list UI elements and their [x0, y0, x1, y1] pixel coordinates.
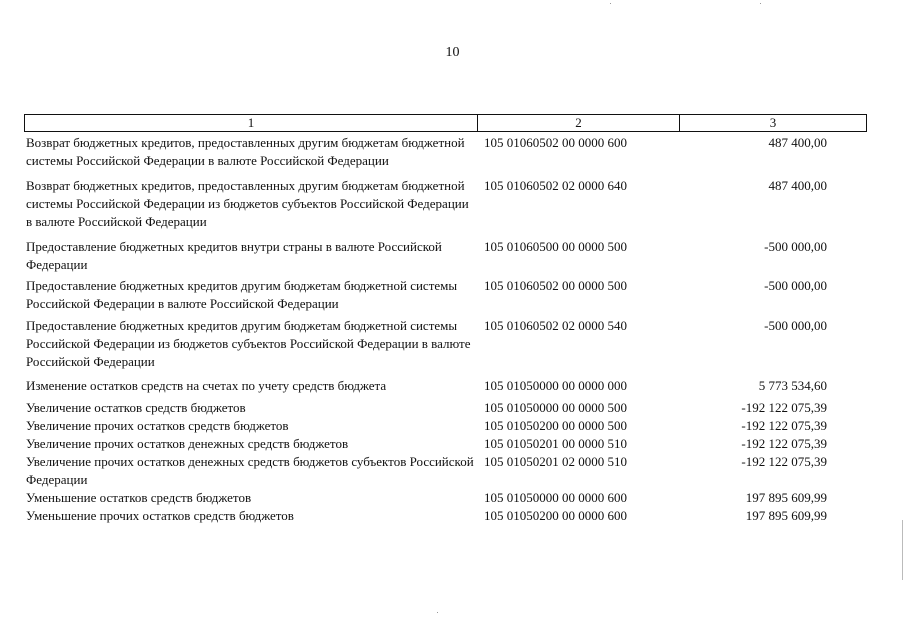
row-name: Возврат бюджетных кредитов, предоставленных другим бюджетам бюджетной системы Российской Федерации в валюте Российской Федерации [26, 135, 465, 168]
row-amount: -500 000,00 [764, 239, 827, 254]
row-code: 105 01050200 00 0000 600 [484, 508, 627, 523]
row-name: Предоставление бюджетных кредитов внутри страны в валюте Российской Федерации [26, 239, 442, 272]
row-code: 105 01050200 00 0000 500 [484, 418, 627, 433]
row-name: Изменение остатков средств на счетах по учету средств бюджета [26, 378, 387, 393]
scan-speck [610, 3, 611, 4]
row-amount: 197 895 609,99 [745, 490, 827, 505]
row-code: 105 01060502 02 0000 640 [484, 178, 627, 193]
row-name: Увеличение прочих остатков денежных средств бюджетов субъектов Российской Федерации [26, 454, 474, 487]
table-row [24, 435, 867, 453]
table-row [24, 238, 867, 274]
table-row [24, 453, 867, 489]
row-code: 105 01060502 00 0000 600 [484, 135, 627, 150]
scan-edge-line [902, 520, 903, 580]
table-row [24, 417, 867, 435]
row-name: Предоставление бюджетных кредитов другим бюджетам бюджетной системы Российской Федерации из бюджетов субъектов Российской Федерации в валюте Российской Федерации [26, 318, 471, 369]
table-row [24, 377, 867, 395]
row-name: Увеличение прочих остатков средств бюджетов [26, 418, 289, 433]
table-row [24, 134, 867, 170]
row-amount: 487 400,00 [768, 178, 827, 193]
table-header [24, 114, 867, 132]
row-code: 105 01050000 00 0000 600 [484, 490, 627, 505]
row-name: Увеличение прочих остатков денежных средств бюджетов [26, 436, 349, 451]
row-code: 105 01050201 02 0000 510 [484, 454, 627, 469]
row-name: Увеличение остатков средств бюджетов [26, 400, 246, 415]
table-row [24, 489, 867, 507]
row-amount: -500 000,00 [764, 318, 827, 333]
header-col-1: 1 [25, 115, 478, 131]
row-amount: -192 122 075,39 [741, 418, 827, 433]
table-row [24, 277, 867, 313]
row-name: Уменьшение остатков средств бюджетов [26, 490, 252, 505]
row-code: 105 01060502 00 0000 500 [484, 278, 627, 293]
table-row [24, 317, 867, 371]
row-name: Возврат бюджетных кредитов, предоставленных другим бюджетам бюджетной системы Российской Федерации из бюджетов субъектов Российской Федерации в валюте Российской Федерации [26, 178, 469, 229]
row-code: 105 01060500 00 0000 500 [484, 239, 627, 254]
header-col-3: 3 [769, 115, 777, 130]
row-code: 105 01050000 00 0000 500 [484, 400, 627, 415]
table-row [24, 507, 867, 525]
scan-speck [437, 612, 438, 613]
row-code: 105 01060502 02 0000 540 [484, 318, 627, 333]
row-code: 105 01050201 00 0000 510 [484, 436, 627, 451]
scan-speck [760, 3, 761, 4]
page-number: 10 [445, 45, 460, 60]
row-amount: -192 122 075,39 [741, 454, 827, 469]
header-col-2: 2 [478, 115, 680, 131]
table-row [24, 399, 867, 417]
table-row [24, 177, 867, 231]
row-name: Предоставление бюджетных кредитов другим бюджетам бюджетной системы Российской Федерации в валюте Российской Федерации [26, 278, 458, 311]
row-amount: -192 122 075,39 [741, 400, 827, 415]
row-code: 105 01050000 00 0000 000 [484, 378, 627, 393]
row-amount: 5 773 534,60 [758, 378, 827, 393]
row-amount: 487 400,00 [768, 135, 827, 150]
row-amount: -192 122 075,39 [741, 436, 827, 451]
row-name: Уменьшение прочих остатков средств бюджетов [26, 508, 294, 523]
row-amount: 197 895 609,99 [745, 508, 827, 523]
row-amount: -500 000,00 [764, 278, 827, 293]
budget-table [24, 114, 867, 525]
